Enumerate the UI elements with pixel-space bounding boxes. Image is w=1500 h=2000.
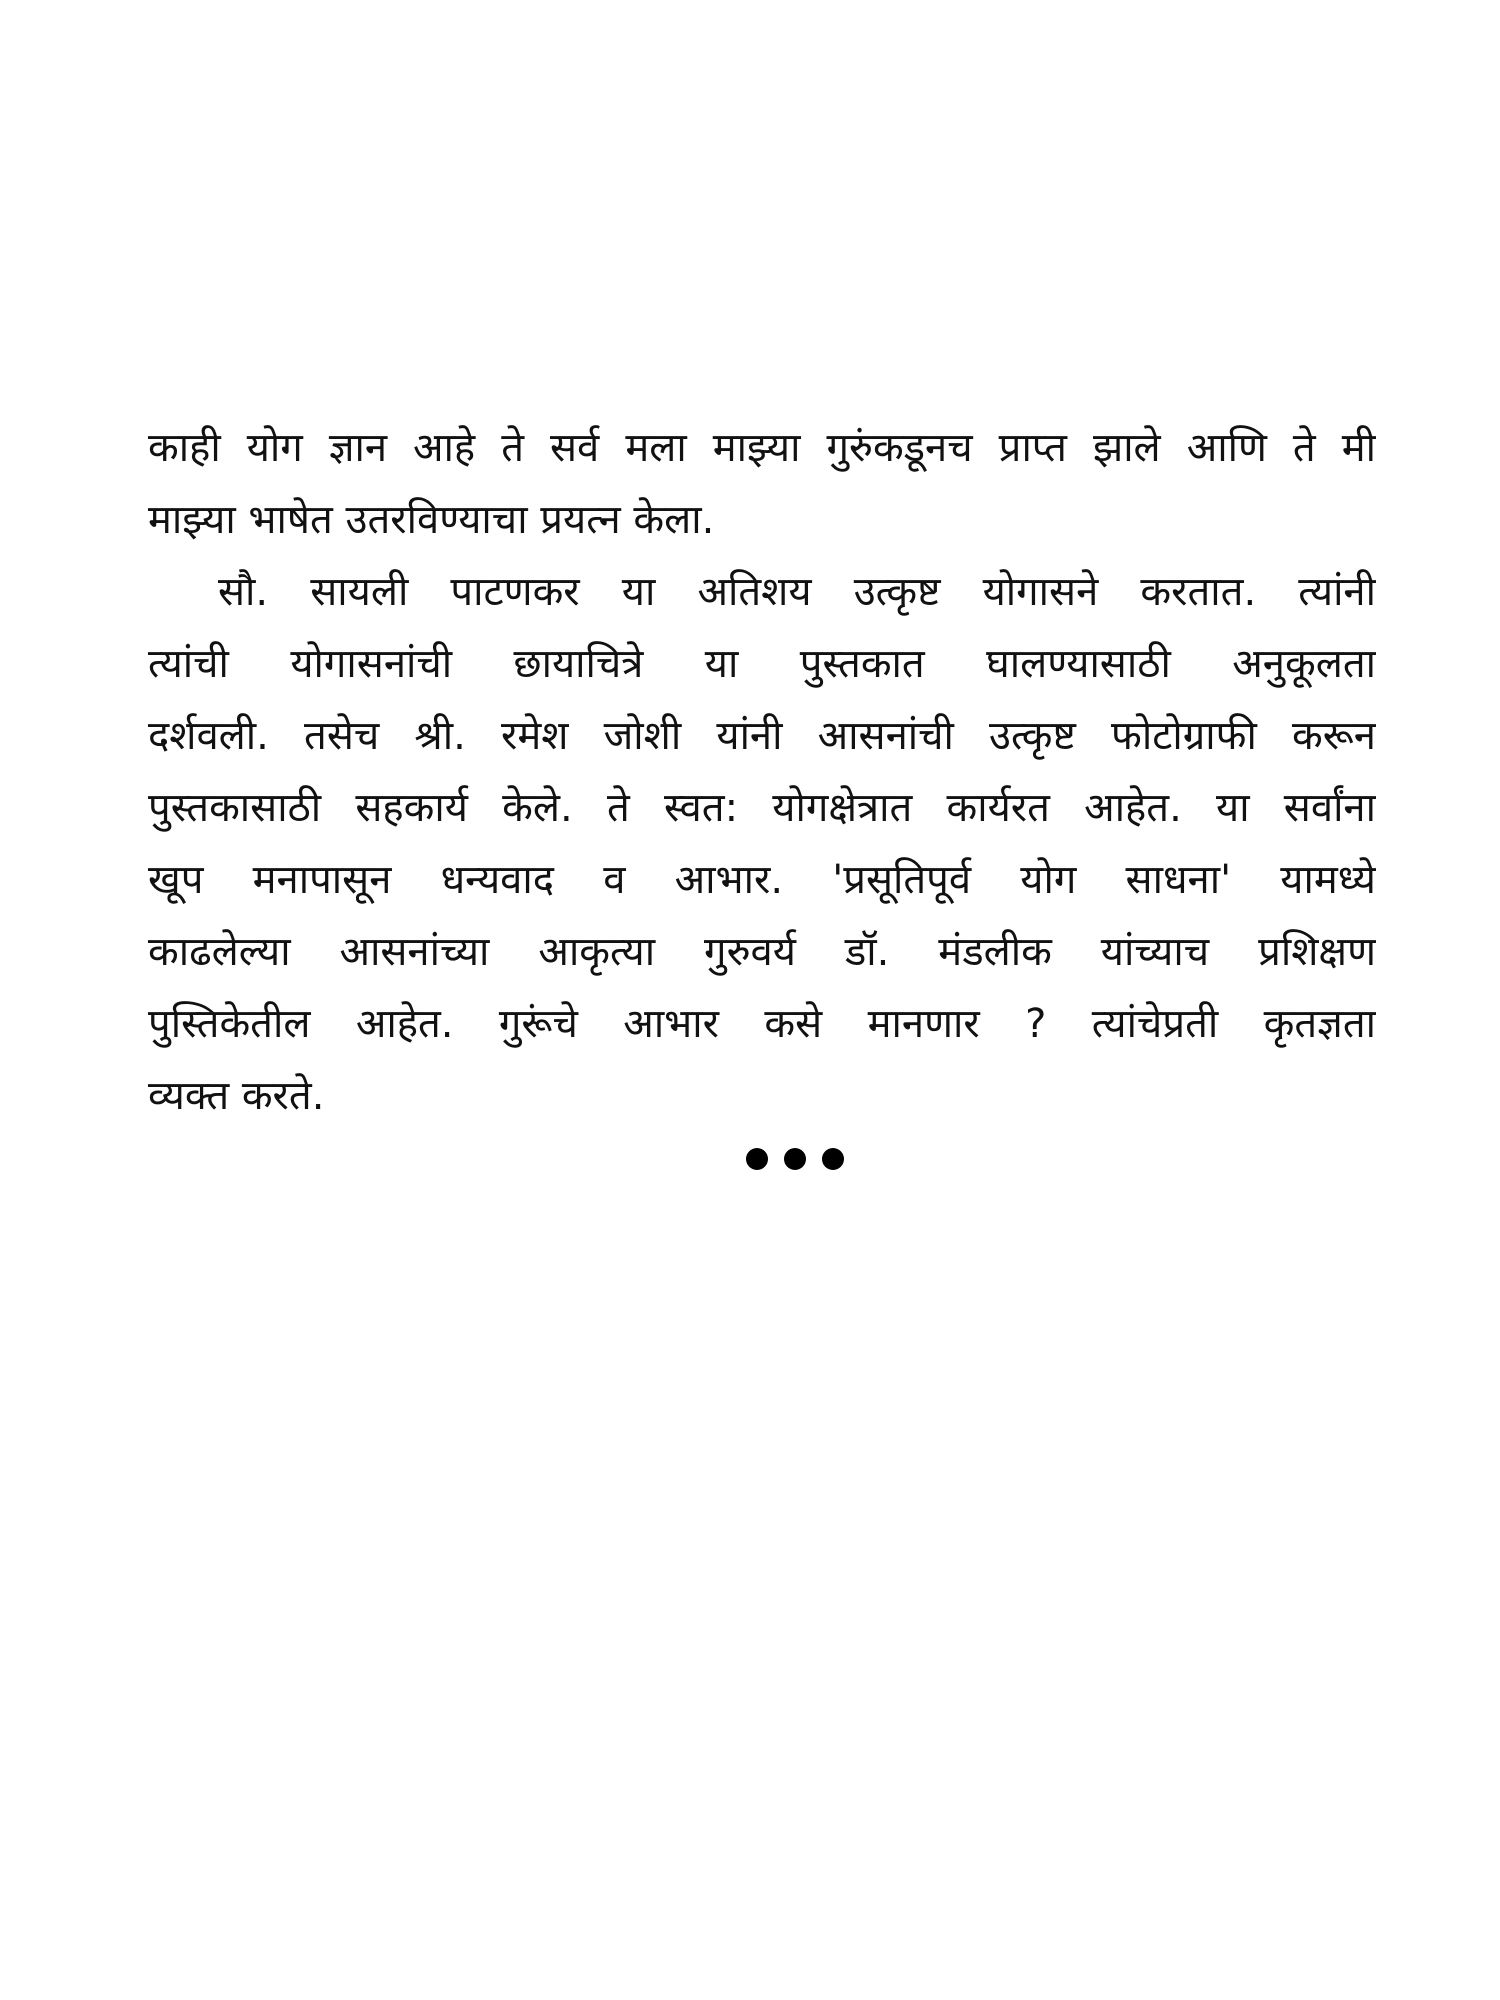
paragraph-2-line-2: त्यांची योगासनांची छायाचित्रे या पुस्तकात घालण्यासाठी अनुकूलता [148,641,1376,687]
paragraph-2-line-3: दर्शवली. तसेच श्री. रमेश जोशी यांनी आसनांची उत्कृष्ट फोटोग्राफी करून [148,713,1376,759]
paragraph-1-line-1: काही योग ज्ञान आहे ते सर्व मला माझ्या गुरुंकडूनच प्राप्त झाले आणि ते मी [148,425,1376,471]
ornament-dot-1 [746,1148,768,1170]
paragraph-2-line-8: व्यक्त करते. [148,1073,325,1119]
paragraph-2-line-5: खूप मनापासून धन्यवाद व आभार. 'प्रसूतिपूर्व योग साधना' यामध्ये [148,857,1376,903]
body-text [148,412,1376,1132]
paragraph-2-line-1: सौ. सायली पाटणकर या अतिशय उत्कृष्ट योगासने करतात. त्यांनी [218,569,1376,615]
paragraph-1-line-2: माझ्या भाषेत उतरविण्याचा प्रयत्न केला. [148,497,715,543]
paragraph-2-line-4: पुस्तकासाठी सहकार्य केले. ते स्वत: योगक्षेत्रात कार्यरत आहेत. या सर्वांना [148,785,1376,831]
ornament-dot-3 [822,1148,844,1170]
section-end-ornament [746,1148,844,1170]
paragraph-2-line-7: पुस्तिकेतील आहेत. गुरूंचे आभार कसे मानणार ? त्यांचेप्रती कृतज्ञता [148,1001,1376,1047]
paragraph-2-line-6: काढलेल्या आसनांच्या आकृत्या गुरुवर्य डॉ. मंडलीक यांच्याच प्रशिक्षण [148,929,1376,975]
ornament-dot-2 [784,1148,806,1170]
